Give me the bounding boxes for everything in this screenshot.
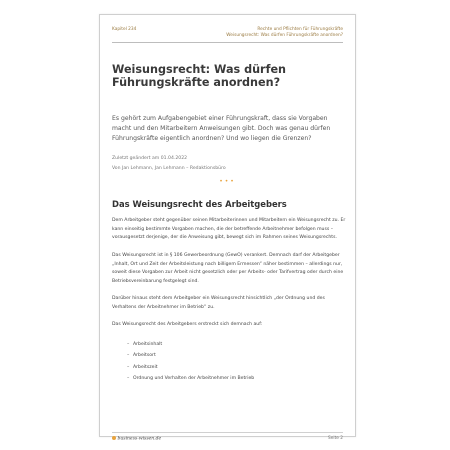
footer-brand-text: business-wissen.de — [117, 436, 162, 442]
article-authors: Von Jan Lehmann, Jan Lehmann – Redaktionsbüro — [112, 165, 226, 171]
list-item: – Arbeitsort — [127, 350, 346, 361]
document-page — [99, 14, 356, 442]
page-number: Seite 2 — [328, 436, 343, 441]
body-paragraph: Darüber hinaus steht dem Arbeitgeber ein Weisungsrecht hinsichtlich „der Ordnung und des Verhaltens der Arbeitnehmer im Betrieb“ zu. — [112, 296, 325, 310]
body-paragraph: Das Weisungsrecht des Arbeitgebers erstreckt sich demnach auf: — [112, 322, 263, 328]
article-lead: Es gehört zum Aufgabengebiet einer Führungskraft, dass sie Vorgaben macht und den Mitarbeitern Anweisungen gibt. Doch was genau dürfen Führungskräfte eigentlich anordnen? Und wo liegen die Grenzen? — [112, 115, 331, 143]
header-running-title-line2: Weisungsrecht: Was dürfen Führungskräfte anordnen? — [226, 32, 343, 38]
brand-dot-icon — [112, 436, 116, 440]
section-body — [112, 217, 346, 384]
bullet-list — [112, 339, 346, 385]
header-running-title — [226, 27, 343, 38]
list-item: – Arbeitszeit — [127, 362, 346, 373]
footer-brand — [112, 436, 161, 442]
header-chapter: Kapitel 234 — [112, 27, 137, 32]
page-header — [112, 26, 343, 43]
header-running-title-line1: Rechte und Pflichten für Führungskräfte — [257, 27, 343, 32]
article-title: Weisungsrecht: Was dürfen Führungskräfte anordnen? — [112, 63, 286, 89]
body-paragraph: Das Weisungsrecht ist in § 106 Gewerbeordnung (GewO) verankert. Demnach darf der Arbeitgeber „Inhalt, Ort und Zeit der Arbeitsleistung nach billigem Ermessen“ näher bestimmen – allerdings nur, soweit diese Vorgaben zur Arbeit nicht gesetzlich oder per Arbeits- oder Tarifvertrag oder durch eine Betriebsvereinbarung festgelegt sind. — [112, 252, 344, 284]
body-paragraph: Dem Arbeitgeber steht gegenüber seinen Mitarbeiterinnen und Mitarbeitern ein Weisungsrecht zu. Er kann einseitig bestimmte Vorgaben machen, die der betreffende Arbeitnehmer befolgen muss – vorausgesetzt derjenige, der die Anweisung gibt, bewegt sich im Rahmen seines Weisungsrechts. — [112, 218, 346, 241]
page-footer — [112, 432, 343, 445]
section-heading: Das Weisungsrecht des Arbeitgebers — [112, 199, 287, 209]
article-updated-date: Zuletzt geändert am 01.04.2022 — [112, 156, 188, 161]
list-item: – Arbeitsinhalt — [127, 339, 346, 350]
section-divider: ••• — [219, 178, 236, 185]
article-meta — [112, 154, 226, 173]
list-item: – Ordnung und Verhalten der Arbeitnehmer im Betrieb — [127, 373, 346, 384]
